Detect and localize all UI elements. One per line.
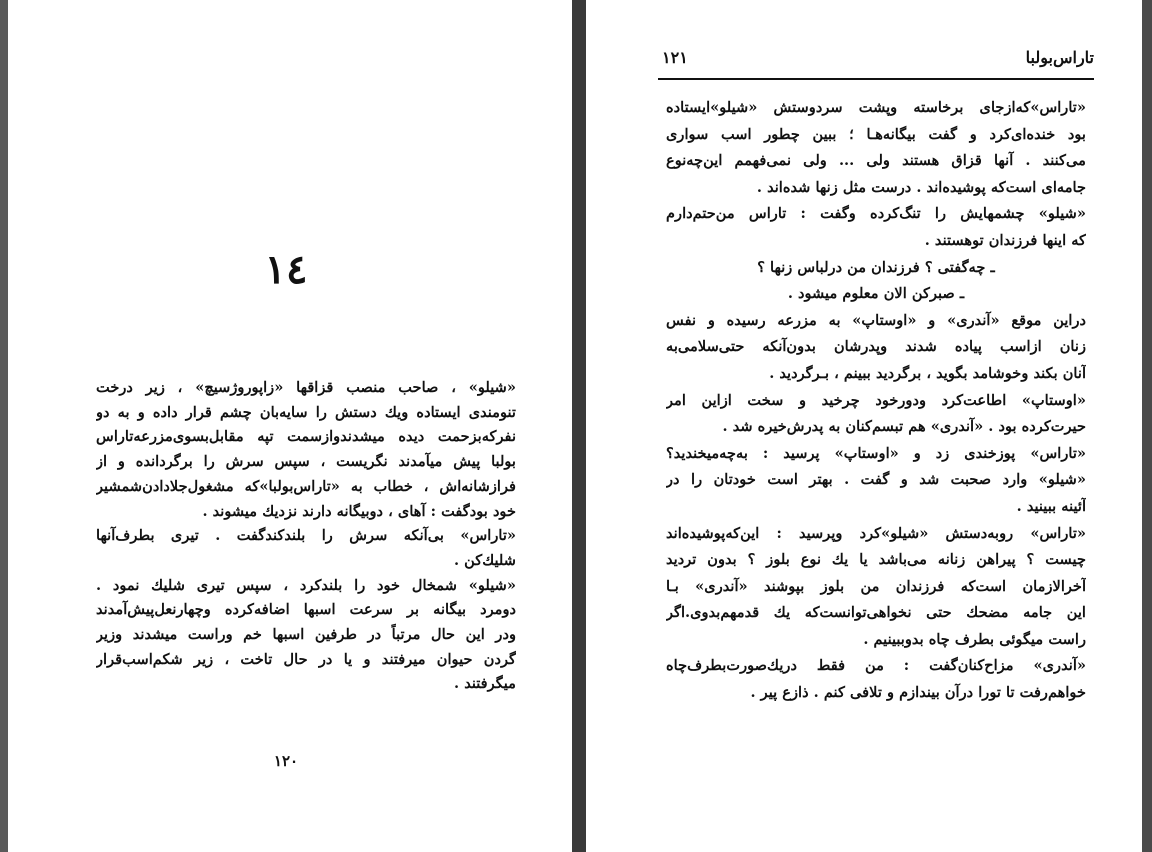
text-line: «اوستاپ» اطاعت‌کرد ودورخود چرخید و سخت ازاین امر xyxy=(666,391,1086,409)
text-line: می‌کنند . آنها قزاق هستند ولی ... ولی نمی‌فهمم این‌چه‌نوع xyxy=(666,152,1086,170)
text-line: ـ صبرکن الان معلوم میشود . xyxy=(787,285,965,303)
text-line: گردن حیوان میرفتند و یا در حال تاخت ، زیر شکم‌اسب‌قرار xyxy=(96,650,516,668)
left-body-text xyxy=(96,376,516,697)
left-page xyxy=(0,0,572,852)
text-line: دومرد بیگانه بر سرعت اسبها اضافه‌کرده وچهارنعل‌پیش‌آمدند xyxy=(96,601,516,619)
text-line: ودر این حال مرتباً در طرفین اسبها خم وراست میشدند وزیر xyxy=(96,626,516,644)
text-line: دراین موقع «آندری» و «اوستاپ» به مزرعه رسیده و نفس xyxy=(666,311,1086,329)
header-rule xyxy=(658,78,1094,80)
page-edge-shadow xyxy=(0,0,8,852)
text-line: «شیلو» چشمهایش را تنگ‌کرده وگفت : تاراس من‌حتم‌دارم xyxy=(666,205,1086,223)
text-line: تنومندی ایستاده ویك دستش را سایه‌بان چشم قرار داده و به دو xyxy=(96,403,516,421)
text-line: میگرفتند . xyxy=(454,675,516,693)
text-line: «تاراس» بی‌آنکه سرش را بلندکندگفت . تیری بطرف‌آنها xyxy=(96,527,516,545)
text-line: جامه‌ای است‌که پوشیده‌اند . درست مثل زنها شده‌اند . xyxy=(756,178,1086,196)
text-line: که اینها فرزندان توهستند . xyxy=(924,231,1086,249)
running-header xyxy=(658,48,1094,68)
text-line: «آندری» مزاح‌کنان‌گفت : من فقط دریك‌صورت‌بطرف‌چاه xyxy=(666,657,1086,675)
text-line: آخرالازمان است‌که فرزندان من بلوز بپوشند «آندری» بـا xyxy=(666,577,1086,595)
text-line: حیرت‌کرده بود . «آندری» هم تبسم‌کنان به پدرش‌خیره شد . xyxy=(722,418,1086,436)
text-line: خواهم‌رفت تا تورا درآن بیندازم و تلافی کنم . ذازع پیر . xyxy=(750,684,1086,702)
text-line: بود خنده‌ای‌کرد و گفت بیگانه‌هـا ؛ ببین چطور اسب سواری xyxy=(666,125,1086,143)
text-line: «شیلو» ، صاحب منصب قزاقها «زاپوروژسیچ» ، زیر درخت xyxy=(96,379,516,396)
text-line: فرازشانه‌اش ، خطاب به «تاراس‌بولبا»که مشغول‌جلادادن‌شمشیر xyxy=(96,477,516,495)
text-line: این جامه مضحك حتی نخواهی‌توانست‌که یك قدمهم‌بدوی.اگر xyxy=(666,604,1086,622)
text-line: نفرکه‌بزحمت دیده میشدندوازسمت تپه مقابل‌بسوی‌مزرعه‌تاراس xyxy=(96,428,516,446)
text-line: ـ چه‌گفتی ؟ فرزندان من درلباس زنها ؟ xyxy=(757,258,995,276)
right-page xyxy=(586,0,1152,852)
right-body-text xyxy=(666,95,1086,707)
text-line: «تاراس» روبه‌دستش «شیلو»کرد وپرسید : این‌که‌پوشیده‌اند xyxy=(666,524,1086,542)
right-page-number: ١٢١ xyxy=(662,48,688,67)
text-line: «شیلو» شمخال خود را بلندکرد ، سپس تیری شلیك نمود . xyxy=(96,576,516,594)
text-line: بولبا پیش میآمدند نگریست ، سپس سرش را برگردانده و از xyxy=(96,453,516,471)
page-edge-shadow-right xyxy=(1142,0,1152,852)
text-line: چیست ؟ پیراهن زنانه می‌باشد یا یك نوع بلوز ؟ بدون تردید xyxy=(666,551,1086,569)
running-head-title: تاراس‌بولبا xyxy=(1025,48,1094,67)
text-line: راست میگوئی بطرف چاه بدوببینیم . xyxy=(863,630,1086,648)
text-line: «تاراس»که‌ازجای برخاسته وپشت سردوستش «شیلو»ایستاده xyxy=(666,99,1086,116)
left-page-number: ١٢٠ xyxy=(273,752,299,770)
text-line: آئینه ببینید . xyxy=(1016,497,1086,515)
text-line: آنان بکند وخوشامد بگوید ، برگردید ببینم ، بـرگردید . xyxy=(769,364,1086,382)
text-line: «تاراس» پوزخندی زد و «اوستاپ» پرسید : به‌چه‌میخندید؟ xyxy=(666,444,1086,462)
text-line: «شیلو» وارد صحبت شد و گفت . بهتر است خودتان را در xyxy=(666,471,1086,489)
text-line: خود بودگفت : آهای ، دوبیگانه دارند نزدیك میشوند . xyxy=(202,502,516,520)
text-line: زنان ازاسب پیاده شدند وپدرشان بدون‌آنکه حتی‌سلامی‌به xyxy=(666,338,1086,356)
text-line: شلیك‌کن . xyxy=(454,551,516,569)
chapter-number: ١٤ xyxy=(264,246,308,293)
